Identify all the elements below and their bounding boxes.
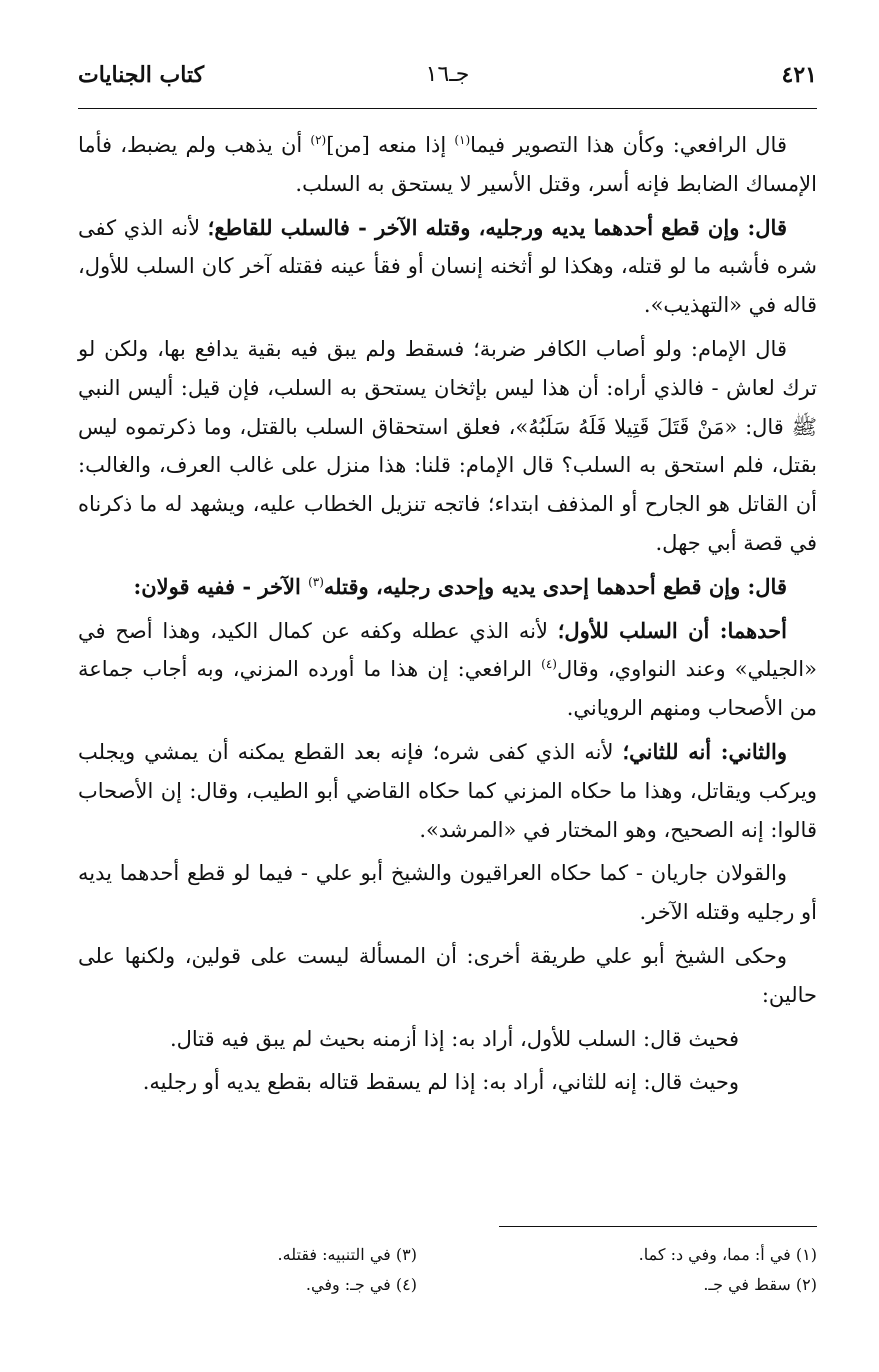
main-text bbox=[78, 126, 817, 1107]
text-run: وحيث قال: إنه للثاني، أراد به: إذا لم يسقط قتاله بقطع يديه أو رجليه. bbox=[142, 1070, 739, 1095]
text-run: إذا منعه [من] bbox=[326, 133, 455, 157]
paragraph bbox=[78, 733, 817, 849]
paragraph bbox=[78, 568, 817, 607]
footnote-divider bbox=[499, 1226, 817, 1227]
paragraph bbox=[78, 330, 817, 563]
bold-text: والثاني: أنه للثاني؛ bbox=[622, 738, 787, 764]
paragraph bbox=[78, 612, 817, 728]
header-divider bbox=[78, 108, 817, 109]
bold-text: أحدهما: أن السلب للأول؛ bbox=[557, 617, 787, 643]
footnote-1: (١) في أ: مما، وفي د: كما. bbox=[638, 1245, 817, 1264]
footnote-marker: (٢) bbox=[310, 133, 327, 147]
page-number: ٤٢١ bbox=[781, 62, 817, 88]
footnote-4: (٤) في جـ: وفي. bbox=[305, 1275, 417, 1294]
text-run: لأنه الذي كفى شره؛ فإنه بعد القطع يمكنه أن يمشي ويجلب ويركب ويقاتل، وهذا ما حكاه المزني كما حكاه القاضي أبو الطيب، وقال: إن الأصحاب قالوا: إنه الصحيح، وهو المختار في «المرشد». bbox=[78, 739, 817, 842]
footnote-3: (٣) في التنبيه: فقتله. bbox=[277, 1245, 417, 1264]
bold-text: الآخر - ففيه قولان: bbox=[133, 573, 309, 599]
footnote-marker: (٣) bbox=[308, 574, 324, 589]
paragraph bbox=[78, 126, 817, 204]
text-run: أن يذهب ولم يضبط، فأما الإمساك الضابط فإنه أسر، وقتل الأسير لا يستحق به السلب. bbox=[78, 133, 817, 196]
text-run: قال الرافعي: وكأن هذا التصوير فيما bbox=[470, 133, 787, 157]
text-run: قال الإمام: ولو أصاب الكافر ضربة؛ فسقط ولم يبق فيه بقية يدافع بها، ولكن لو ترك لعاش - فالذي أراه: أن هذا ليس بإثخان يستحق به السلب، فإن قيل: أليس النبي ﷺ قال: «مَنْ قَتَلَ قَتِيلا فَلَهُ سَلَبُهُ»، فعلق استحقاق السلب بالقتل، وما ذكرتموه ليس بقتل، فلم استحق به السلب؟ قال الإمام: قلنا: هذا منزل على غالب العرف، والغالب: أن القاتل هو الجارح أو المذفف ابتداء؛ فاتجه تنزيل الخطاب عليه، ويشهد له ما ذكرناه في قصة أبي جهل. bbox=[78, 336, 817, 555]
text-run: لأنه الذي عطله وكفه عن كمال الكيد، وهذا أصح في «الجيلي» وعند النواوي، وقال bbox=[78, 618, 817, 682]
text-run: فحيث قال: السلب للأول، أراد به: إذا أزمنه بحيث لم يبق فيه قتال. bbox=[169, 1026, 739, 1051]
bold-text: قال: وإن قطع أحدهما يديه ورجليه، وقتله الآخر - فالسلب للقاطع؛ bbox=[207, 214, 787, 240]
text-run: الرافعي: إن هذا ما أورده المزني، وبه أجاب جماعة من الأصحاب ومنهم الروياني. bbox=[78, 657, 817, 721]
volume-label: جـ١٦ bbox=[425, 62, 470, 87]
bold-text: قال: وإن قطع أحدهما إحدى يديه وإحدى رجليه، وقتله bbox=[323, 573, 787, 599]
footnote-2: (٢) سقط في جـ. bbox=[703, 1275, 817, 1294]
paragraph bbox=[78, 209, 817, 325]
paragraph bbox=[78, 937, 817, 1015]
footnote-marker: (٤) bbox=[541, 657, 557, 672]
text-run: والقولان جاريان - كما حكاه العراقيون والشيخ أبو علي - فيما لو قطع أحدهما يديه أو رجليه وقتله الآخر. bbox=[78, 861, 817, 925]
paragraph bbox=[78, 1020, 817, 1059]
paragraph bbox=[78, 1063, 817, 1102]
running-header bbox=[78, 62, 817, 102]
footnote-marker: (١) bbox=[454, 133, 471, 147]
paragraph bbox=[78, 854, 817, 932]
text-run: لأنه الذي كفى شره فأشبه ما لو قتله، وهكذا لو أثخنه إنسان أو فقأ عينه فقتله آخر كان السلب للأول، قاله في «التهذيب». bbox=[78, 215, 817, 318]
text-run: وحكى الشيخ أبو علي طريقة أخرى: أن المسألة ليست على قولين، ولكنها على حالين: bbox=[78, 943, 817, 1007]
book-title: كتاب الجنايات bbox=[78, 62, 205, 88]
